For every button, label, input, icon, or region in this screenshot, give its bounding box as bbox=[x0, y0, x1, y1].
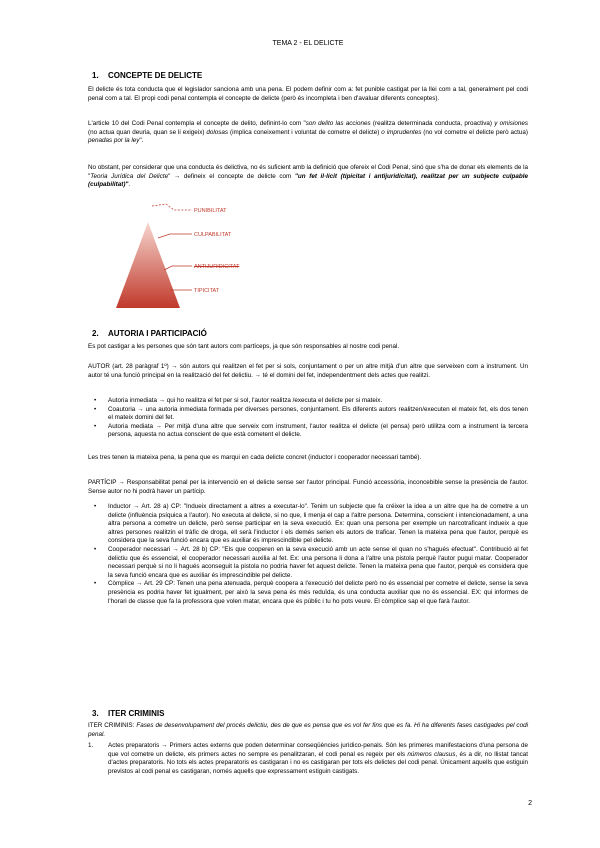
list-item-text: Coautoria → una autoria inmediata formada per diverses persones, conjuntament. Els diferents autors realitzen/executen el mateix fet, els dos tenen el mateix domini del fet. bbox=[108, 405, 528, 422]
iter-label: ITER CRIMINIS: bbox=[88, 722, 135, 729]
autor-text: (art. 28 paràgraf 1º) → són autors qui realitzen el fet per si sols, conjuntament o per un altre mitjà d'un altre que serveixen com a instrument. Un autor té una funció principal en la realització del fet delictiu. → té el domini del fet, independentment dels actes que realitzi. bbox=[88, 363, 528, 379]
emphasis: dolosas bbox=[206, 128, 229, 136]
section-3-number: 3. bbox=[92, 709, 99, 718]
particip-label: PARTÍCIP bbox=[88, 479, 117, 486]
list-item-text: Còmplice → Art. 29 CP: Tenen una pena atenuada, perquè coopera a l'execució del delicte però no és essencial per cometre el delicte, sense la seva presència es podria haver fet igualment, per això la seva pena és més reduïda, és una conducta auxiliar que no és essencial. EX: qui informes de l'horari de classe que fa la professora que volen matar, encara que és públic i tu ho pots veure. El còmplice sap el que farà l'autor. bbox=[108, 580, 528, 605]
list-item bbox=[88, 503, 528, 546]
autor-paragraph bbox=[88, 363, 528, 380]
emphasis-bold: "un fet il·lícit (tipicitat i antijuridicitat), realitzat per un subjecte culpable (culpabilitat)" bbox=[88, 172, 529, 189]
bullet-icon: • bbox=[94, 422, 97, 430]
autor-outro: Les tres tenen la mateixa pena, la pena que es marqui en cada delicte concret (inductor i cooperador necessari també). bbox=[88, 454, 422, 461]
pyramid-label-culpabilitat: CULPABILITAT bbox=[194, 232, 232, 238]
emphasis: penadas por la ley bbox=[88, 137, 140, 145]
section-2-intro: Es pot castigar a les persones que són tant autors com partíceps, ja que són responsables al nostre codi penal. bbox=[88, 343, 400, 350]
section-1-paragraph-2 bbox=[88, 120, 528, 146]
section-3-intro bbox=[88, 722, 528, 739]
section-2-title: AUTORIA I PARTICIPACIÓ bbox=[108, 329, 207, 338]
document-page bbox=[88, 0, 532, 848]
section-1-title: CONCEPTE DE DELICTE bbox=[108, 71, 203, 80]
autor-label: AUTOR bbox=[88, 363, 110, 370]
list-item bbox=[88, 397, 528, 406]
pointer-line-culpabilitat bbox=[158, 234, 192, 238]
pyramid-diagram bbox=[108, 200, 258, 312]
pyramid-shape bbox=[116, 222, 180, 308]
section-1-heading bbox=[92, 72, 202, 81]
text-run: Actes preparatoris → Primers actes externs que poden determinar conseqüències jurídico-penals. Són les primeres manifestacions d'una persona de que vol cometre un delicte, els primers actes no sempre es penalitzaran, el codi penal es regeix per els bbox=[108, 742, 528, 758]
text-run: ". bbox=[139, 137, 144, 145]
emphasis: números clausus bbox=[407, 750, 456, 758]
section-2-heading bbox=[92, 330, 207, 339]
emphasis: y omisiones bbox=[494, 120, 528, 127]
particip-text: → Responsabilitat penal per la intervenció en el delicte sense ser l'autor principal. Funció accessòria, inconcebible sense la presència de l'autor. Sense autor no hi podrà haver un partícip. bbox=[88, 479, 528, 495]
list-item bbox=[88, 546, 528, 580]
list-item-text: Autoria inmediata → qui ho realitza el fet per si sol, l'autor realitza /executa el delicte per si mateix. bbox=[108, 397, 383, 404]
section-1-paragraph-1: El delicte és tota conducta que el legislador sanciona amb una pena. El podem definir com a: fet punible castigat per la llei com a tal, generalment pel codi penal com a tal. El propi codi penal contempla el concepte de delicte (però és incompleta i ben d'avaluar diferents conceptes). bbox=[88, 86, 528, 102]
list-item bbox=[88, 423, 528, 440]
pointer-line-antijuridicitat bbox=[164, 266, 192, 270]
page-title: TEMA 2 - EL DELICTE bbox=[272, 40, 344, 47]
bullet-icon: • bbox=[94, 503, 97, 510]
emphasis: son delito las acciones bbox=[305, 120, 371, 127]
list-item bbox=[88, 742, 528, 776]
list-item-text: Inductor → Art. 28 a) CP: "Indueix directament a altres a executar-lo". Tenim un subjecte que fa créixer la idea a un altre que ha de cometre a un delicte (influència psíquica a l'autor). No executa al delicte, si no que, li menja el cap a l'altre persona. Determina, conscient i intencionadament, a una altra persona a cometre un delicte, però sense participar en la seva execució. Ex: quan una persona per exemple un narcotraficant indueix a que altres persones realitzin el tràfic de droga, ell serà l'inductor i els demés serien els autors de traficar. Tenen la mateixa pena que l'autor, perquè es considera que la seva funció encara que es auxiliar és imprescindible pel delicte. bbox=[108, 503, 528, 545]
text-run: (implica coneixement i voluntat de cometre el delicte) bbox=[228, 128, 382, 136]
list-item-text: Cooperador necessari → Art. 28 b) CP: "Els que cooperen en la seva execució amb un acte sense el quan no s'hagués efectuat". Contribució al fet delictiu que és essencial, el cooperador necessari auxilia al fet. Ex: una persona li dona a l'altre una pistola perquè l'autor pugui matar. Cooperador necessari perquè si no li hagués aconseguit la pistola no podria haver fet aquest delicte. Tenen la mateixa pena que l'autor, perquè es considera que la seva funció encara que es auxiliar és imprescindible pel delicte. bbox=[108, 545, 528, 579]
list-item bbox=[88, 406, 528, 423]
text-run: . bbox=[128, 181, 131, 189]
bullet-icon: • bbox=[94, 397, 97, 404]
pyramid-svg bbox=[108, 200, 258, 312]
section-3-title: ITER CRIMINIS bbox=[108, 709, 165, 718]
text-run: No obstant, per considerar que una conducta és delictiva, no és suficient amb la definició que ofereix el Codi Penal, sinó que s'ha de donar els elements de la " bbox=[88, 164, 528, 180]
bullet-icon: • bbox=[94, 545, 97, 553]
bullet-icon: • bbox=[94, 405, 97, 413]
iter-list bbox=[88, 742, 528, 776]
page-number: 2 bbox=[528, 800, 532, 807]
particip-paragraph bbox=[88, 479, 528, 496]
text-run: (realitza determinada conducta, proactiva) bbox=[370, 120, 495, 127]
text-run: , és a dir, no llistat tancat d'actes preparatoris. No tots els actes preparatoris es castigaran i no es castigaran per tots els delictes del codi penal. Únicament aquells que estiguin previstos al codi penal es castigaran, només aquells que expressament estiguin castigats. bbox=[108, 750, 528, 775]
pyramid-label-tipicitat: TIPICITAT bbox=[194, 288, 220, 294]
section-3-heading bbox=[92, 710, 164, 719]
emphasis: Teoria Jurídica del Delicte bbox=[90, 172, 169, 180]
pyramid-label-antijuridicitat: ANTIJURIDICITAT bbox=[194, 264, 240, 270]
pyramid-label-punibilitat: PUNIBILITAT bbox=[194, 208, 227, 214]
text-run: " → defineix el concepte de delicte com bbox=[168, 172, 295, 180]
bullet-icon: • bbox=[94, 580, 97, 588]
emphasis: o imprudentes bbox=[381, 128, 422, 136]
text-run: L'article 10 del Codi Penal contempla el concepte de delito, definint-lo com " bbox=[88, 120, 306, 127]
particip-list bbox=[88, 503, 528, 606]
text-run: (no actua quan deuria, quan se li exigeix) bbox=[88, 128, 207, 136]
list-item-text: Autoria mediata → Per mitjà d'una altre que serveix com instrument, l'autor realitza el delicte (el pensa) però utilitza com a instrument la tercera persona, aquesta no actua conscient de que està cometent el delicte. bbox=[108, 422, 528, 439]
list-item bbox=[88, 580, 528, 606]
text-run: (no vol cometre el delicte però actua) bbox=[421, 128, 528, 136]
section-1-number: 1. bbox=[92, 71, 99, 80]
section-1-paragraph-3 bbox=[88, 164, 528, 190]
section-2-number: 2. bbox=[92, 329, 99, 338]
autor-list bbox=[88, 397, 528, 440]
pointer-line-punibilitat bbox=[152, 204, 192, 210]
iter-text: Fases de desenvolupament del procés delictiu, des de que es pensa que es vol fer fins que es fa. Hi ha diferents fases castigades pel codi penal. bbox=[88, 722, 528, 738]
list-number: 1. bbox=[88, 742, 94, 749]
